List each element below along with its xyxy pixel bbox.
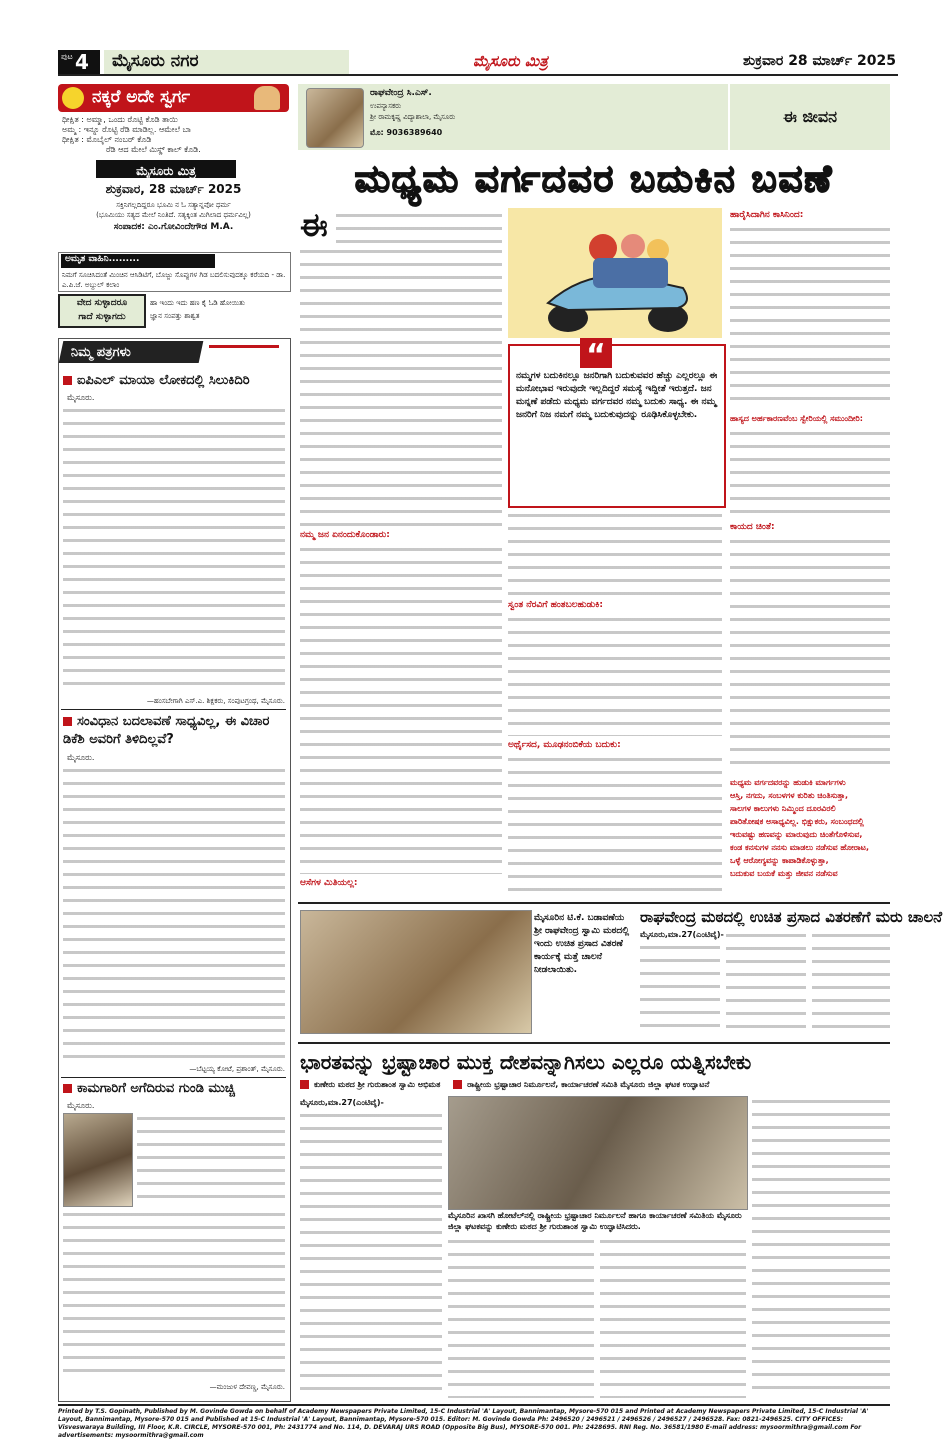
quill-icon xyxy=(209,345,279,348)
amrutha-box xyxy=(58,252,291,292)
article-text xyxy=(730,224,890,410)
humor-line: ಧೀಕ್ಷಿತ : ಮೊಬೈಲ್ ನಂಬರ್ ಕೊಡಿ xyxy=(62,135,152,144)
article-text xyxy=(300,892,502,898)
highlight-line: ಆಸ್ತಿ, ನಗದು, ಸಂಬಳಗಳ ಕುರಿತು ಚಿಂತಿಸುತ್ತಾ, xyxy=(730,791,849,800)
panchanga-line2: (ಭೂಮಿಯು ಸತ್ಯದ ಮೇಲೆ ನಿಂತಿದೆ. ಸತ್ಯಕ್ಕಿಂತ ಮಿಗಿಲಾದ ಧರ್ಮವಿಲ್ಲ) xyxy=(96,211,251,219)
author-role: ಉಪನ್ಯಾಸಕರು xyxy=(370,102,402,110)
small-masthead-text: ಮೈಸೂರು ಮಿತ್ರ xyxy=(136,164,196,178)
proverb-box xyxy=(58,294,289,326)
humor-line: ಅಮ್ಮ : ಇನ್ನೂ ರೊಟ್ಟಿ ರೆಡಿ ಮಾಡಿಲ್ಲ. ಆಮೇಲೆ ಬಾ xyxy=(62,125,191,134)
humor-line: ರೆಡಿ ಆದ ಮೇಲೆ ಮಿಸ್ಡ್ ಕಾಲ್ ಕೊಡಿ. xyxy=(106,145,201,154)
column-name: ಈ ಜೀವನ xyxy=(783,107,837,126)
page-header xyxy=(58,50,898,76)
proverb-2: ಜ್ಞಾನ ಸಂಪತ್ತು ಶಾಶ್ವತ xyxy=(150,312,200,320)
main-headline xyxy=(298,152,890,206)
letter-title-text: ಸಂವಿಧಾನ ಬದಲಾವಣೆ ಸಾಧ್ಯವಿಲ್ಲ, ಈ ವಿಚಾರ ಡಿಕೆಶಿ ಅವರಿಗೆ ತಿಳಿದಿಲ್ಲವೆ? xyxy=(63,714,270,747)
letters-header xyxy=(59,341,204,363)
bullet-square-icon xyxy=(453,1080,462,1089)
humor-title-bar xyxy=(58,84,289,112)
letter-signature: —ಬೆಟ್ಟಯ್ಯ ಕೋಟೆ, ಪ್ರಶಾಂತ್, ಮೈಸೂರು. xyxy=(189,1065,285,1073)
article-text xyxy=(508,510,722,596)
subheading: ಅರ್ಥೈಸದ, ಮೂಢನಂಬಿಕೆಯ ಬದುಕು: xyxy=(508,740,621,750)
letter-body xyxy=(137,1113,285,1205)
page-number: 4 xyxy=(75,50,89,74)
matha-headline: ರಾಘವೇಂದ್ರ ಮಠದಲ್ಲಿ ಉಚಿತ ಪ್ರಸಾದ ವಿತರಣೆಗೆ ಮರು ಚಾಲನೆ xyxy=(640,908,943,926)
article-dateline: ಮೈಸೂರು,ಮಾ.27(ಎಂಟಿವೈ)- xyxy=(300,1098,384,1107)
photo-caption: ಮೈಸೂರಿನ ಖಾಸಗಿ ಹೋಟೆಲ್‌ನಲ್ಲಿ ರಾಷ್ಟ್ರೀಯ ಭ್ರಷ್ಟಾಚಾರ ನಿರ್ಮೂಲನೆ ಹಾಗೂ ಕಾರ್ಯಾಚರಣೆ ಸಮಿತಿಯ ಮೈಸೂರು ಜಿಲ್ಲಾ ಘಟಕವನ್ನು ಕುಣೇರು ಮಠದ ಶ್ರೀ ಗುರುಶಾಂತ ಸ್ವಾಮಿ ಉದ್ಘಾಟಿಸಿದರು. xyxy=(448,1211,742,1231)
humor-title: ನಕ್ಕರೆ ಅದೇ ಸ್ವರ್ಗ xyxy=(92,87,191,107)
highlight-line: ಇರುವಷ್ಟು ಹಣವನ್ನು ಮಾರುವುದು ಚಿಂತೆಗೊಳಿಸುವ, xyxy=(730,830,863,839)
humor-box xyxy=(58,84,289,156)
article-text xyxy=(300,544,502,874)
proverb-label-2: ಗಾದೆ ಸುಳ್ಳಾಗದು xyxy=(78,312,126,322)
letter-body xyxy=(63,765,285,1063)
photo-caption: ಮೈಸೂರಿನ ಟಿ.ಕೆ. ಬಡಾವಣೆಯ ಶ್ರೀ ರಾಘವೇಂದ್ರ ಸ್ವಾಮಿ ಮಠದಲ್ಲಿ ಇಂದು ಉಚಿತ ಪ್ರಸಾದ ವಿತರಣೆ ಕಾರ್ಯಕ್ಕೆ ಮತ್ತೆ ಚಾಲನೆ ನೀಡಲಾಯಿತು. xyxy=(534,913,630,975)
amrutha-title: ಅಮೃತ ವಾಹಿನಿ......... xyxy=(61,254,215,268)
sub-left: ಕುಣೇರು ಮಠದ ಶ್ರೀ ಗುರುಶಾಂತ ಸ್ವಾಮಿ ಅಭಿಮತ xyxy=(314,1080,441,1089)
pullquote-box xyxy=(508,338,726,508)
article-dateline: ಮೈಸೂರು,ಮಾ.27(ಎಂಟಿವೈ)- xyxy=(640,930,724,939)
article-text xyxy=(812,930,890,1036)
subheading: ನಮ್ಮ ಜನ ಏನಂದುಕೊಂಡಾರು: xyxy=(300,530,390,540)
subheading: ಕಾಯದ ಚಿಂತೆ: xyxy=(730,522,775,532)
highlight-line: ಬದುಕುವ ಬಯಕೆ ಮತ್ತು ಜೀವನ ನಡೆಸುವ xyxy=(730,869,838,878)
section-title: ಮೈಸೂರು ನಗರ xyxy=(112,51,199,71)
subheading: ಹಾಸ್ಯದ ಅರ್ಹಕಾರಣವೆಂಬ ಸ್ವೇರಿಯಲ್ಲಿ ಸಮುಂದೀರಿ: xyxy=(730,414,863,423)
header-date: ಶುಕ್ರವಾರ 28 ಮಾರ್ಚ್ 2025 xyxy=(742,53,896,69)
letter-place: ಮೈಸೂರು. xyxy=(67,753,95,762)
highlight-line: ಪಾರಿತೋಷಕ ಅಸಾಧ್ಯವಿಲ್ಲ. ಭಿಕ್ಷುಕರು, ಸಂಬಂಧದಲ್ಲಿ xyxy=(730,817,864,826)
subheading: ಸ್ವಂತ ನೆರವಿಗೆ ಹಂತಬಲಹುಡುಕಿ: xyxy=(508,600,603,610)
author-box xyxy=(298,84,728,150)
letter-place: ಮೈಸೂರು. xyxy=(67,393,95,402)
section-title-bar xyxy=(104,50,349,74)
page-number-box xyxy=(58,50,100,74)
article-text xyxy=(730,536,890,772)
scooter-family-illustration xyxy=(508,208,722,338)
letter-signature: —ಹಂಸಬೇಗಾಗಿ ಎಸ್.ಎ. ಶಿಕ್ಷಕರು, ಸಂಪುಟಗ್ರಂಥ, ಮೈಸೂರು. xyxy=(146,697,285,705)
panchanga-line1: ಸಕ್ತಿನಿಗಲ್ಲದಿದ್ದರೂ ಭೂಮಿ ನ ಓ ಸತ್ಯಾನ್ನವೋ ಧರ್ಮ xyxy=(116,201,231,209)
subheading: ಆಸೆಗಳ ಮಿತಿಯಲ್ಲ: xyxy=(300,878,358,888)
main-headline-text: ಮಧ್ಯಮ ವರ್ಗದವರ ಬದುಕಿನ ಬವಣೆ xyxy=(354,157,834,200)
letter-title xyxy=(63,713,287,749)
article-text xyxy=(600,1236,746,1398)
matha-event-photo xyxy=(300,910,532,1034)
letter-body xyxy=(63,1209,285,1379)
imprint-footer: Printed by T.S. Gopinath, Published by M. Govinde Gowda on behalf of Academy Newspapers Private Limited, 15-C Industrial 'A' Layout, Bannimantap, Mysore-570 015 and Printed at Academy Newspapers Private Limited, 15-C Industrial 'A' Layout, Bannimantap, Mysore-570 015 and Published at 15-C Industrial 'A' Layout, Bannimantap, Mysore-570 015. Editor: M. Govinde Gowda Ph: 2496520 / 2496521 / 2496526 / 2496527 / 2496528. Fax: 0821-2496525. CITY OFFICES: Visveswaraya Building, III Floor, K.R. CIRCLE, MYSORE-570 001, Ph: 2431774 and No. 114, D. DEVARAJ URS ROAD (Opposite Big Bus), MYSORE-570 001. Ph: 2428695. RNI Reg. No. 36581/1980 E-mail address: mysoormithra@gmail.com For advertisements: mysoormithra@gmail.com xyxy=(58,1408,869,1439)
panchanga-box xyxy=(58,160,289,250)
author-school: ಶ್ರೀ ರಾಮಕೃಷ್ಣ ವಿದ್ಯಾಶಾಲಾ, ಮೈಸೂರು xyxy=(370,113,456,121)
corruption-subheads xyxy=(300,1080,890,1090)
small-masthead xyxy=(96,160,236,178)
proverb-label-box xyxy=(58,294,146,328)
article-text xyxy=(508,754,722,896)
highlight-line: ಸಾಲಗಳ ಕಾಲುಗಳು ನಿಮ್ಮಿಂದ ದೂರವಿರಲಿ xyxy=(730,804,836,813)
quote-icon: “ xyxy=(580,338,612,368)
article-text xyxy=(726,930,806,1036)
masthead-logo: ಮೈಸೂರು ಮಿತ್ರ xyxy=(473,52,548,70)
article-text xyxy=(300,246,502,526)
article-text xyxy=(448,1236,594,1398)
highlight-line: ಒಳ್ಳೆ ಆರೋಗ್ಯವನ್ನು ಕಾಪಾಡಿಕೊಳ್ಳುತ್ತಾ, xyxy=(730,856,829,865)
article-text xyxy=(730,428,890,518)
scooter-icon xyxy=(508,208,722,338)
letters-section xyxy=(58,338,291,1402)
proverb-label-1: ವೇದ ಸುಳ್ಳಾದರೂ xyxy=(76,298,128,308)
letter-signature: —ಮಂಜುಳ ದೇವಣ್ಣ, ಮೈಸೂರು. xyxy=(209,1383,285,1391)
humor-line: ಧೀಕ್ಷಿತ : ಅಮ್ಮಾ, ಒಂದು ರೊಟ್ಟಿ ಕೊಡಿ ತಾಯಿ xyxy=(62,115,178,124)
letter-title-text: ಕಾಮಗಾರಿಗೆ ಅಗೆದಿರುವ ಗುಂಡಿ ಮುಚ್ಚಿ xyxy=(77,1081,235,1096)
page-label: ಪುಟ xyxy=(61,52,73,61)
article-text xyxy=(336,210,502,244)
article-text xyxy=(752,1096,890,1398)
pothole-photo xyxy=(63,1113,133,1207)
corruption-headline: ಭಾರತವನ್ನು ಭ್ರಷ್ಟಾಚಾರ ಮುಕ್ತ ದೇಶವನ್ನಾಗಿಸಲು ಎಲ್ಲರೂ ಯತ್ನಿಸಬೇಕು xyxy=(300,1050,752,1074)
letter-place: ಮೈಸೂರು. xyxy=(67,1101,95,1110)
bullet-square-icon xyxy=(63,717,72,726)
highlight-line: ಮಧ್ಯಮ ವರ್ಗದವರನ್ನು ಹುಡುಕಿ ಮಾರ್ಗಗಳು xyxy=(730,778,846,787)
proverb-1: ಹಾ ಇಂದು ಇದು ಹಣ ಕೈ ಓಡಿ ಹೋಯಿತು xyxy=(150,299,245,307)
letter-title xyxy=(63,373,287,389)
article-dropcap: ಈ xyxy=(300,206,328,244)
sub-right: ರಾಷ್ಟ್ರೀಯ ಭ್ರಷ್ಟಾಚಾರ ನಿರ್ಮೂಲನೆ, ಕಾರ್ಯಾಚರಣೆ ಸಮಿತಿ ಮೈಸೂರು ಜಿಲ್ಲಾ ಘಟಕ ಉದ್ಘಾಟನೆ xyxy=(467,1080,710,1089)
highlight-list xyxy=(730,776,890,880)
laughing-face-icon xyxy=(62,87,84,109)
inauguration-photo xyxy=(448,1096,748,1210)
author-name: ರಾಘವೇಂದ್ರ ಸಿ.ಎಸ್. xyxy=(370,88,432,98)
article-text xyxy=(300,1110,442,1398)
amrutha-text: ನಿಮಗೆ ಸೂಚಿಸಿದಂತೆ ಮಿಂಚಿನ ಆಸಿಡಿಟಿಗೆ, ಬೊಜ್ಜು ಸೊಪ್ಪುಗಳ ಗಿಡ ಬದಲಿಸುವುದಕ್ಕೂ ಕರೆಯದಿ - ಡಾ. ಎ.ಪಿ.ಜೆ. ಅಬ್ದುಲ್ ಕಲಾಂ xyxy=(62,271,286,289)
letter-title xyxy=(63,1081,287,1097)
panchanga-date: ಶುಕ್ರವಾರ, 28 ಮಾರ್ಚ್ 2025 xyxy=(105,182,242,196)
column-name-box xyxy=(730,84,890,150)
cartoon-character-icon xyxy=(254,86,280,110)
author-phone: ಮೊ: 9036389640 xyxy=(370,128,443,137)
article-text xyxy=(640,942,720,1036)
bullet-square-icon xyxy=(300,1080,309,1089)
bullet-square-icon xyxy=(63,1084,72,1093)
editor-line: ಸಂಪಾದಕ: ಎಂ.ಗೋವಿಂದೇಗೌಡ M.A. xyxy=(113,222,234,232)
letters-header-text: ನಿಮ್ಮ ಪತ್ರಗಳು xyxy=(70,345,131,360)
pullquote-text: ನಮ್ಮಗಳ ಬದುಕಿನಲ್ಲೂ ಜನರಿಗಾಗಿ ಬದುಕುವವರ ಹೆಚ್ಚು ಎಲ್ಲರಲ್ಲೂ ಈ ಮನೋಭಾವ ಇರುವುದೇ ಇಲ್ಲದಿದ್ದರೆ ಸಮಸ್ಯೆ ಇದ್ದೀತೆ ಇರುತ್ತದೆ. ಜನ ಮನ್ನಣೆ ಪಡೆದು ಮಧ್ಯಮ ವರ್ಗದವರ ನಮ್ಮ ಬದುಕು ಸಾಧ್ಯ. ಈ ನಮ್ಮ ಜನರಿಗೆ ನಿಜ ನಮಗೆ ನಮ್ಮ ಬದುಕುವುದನ್ನು ರೂಢಿಸಿಕೊಳ್ಳಬೇಕು. xyxy=(516,371,718,420)
letter-title-text: ಐಪಿಎಲ್ ಮಾಯಾ ಲೋಕದಲ್ಲಿ ಸಿಲುಕಿದಿರಿ xyxy=(77,373,250,388)
letter-body xyxy=(63,405,285,695)
author-photo xyxy=(306,88,364,148)
subheading: ಹಾರೈಸಿದಾಗಿನ ಕಾಸಿನಿಂದ: xyxy=(730,210,804,220)
bullet-square-icon xyxy=(63,376,72,385)
highlight-line: ಕಂಡ ಕನಸುಗಳ ನನಸು ಮಾಡಲು ನಡೆಸುವ ಹೋರಾಟ, xyxy=(730,843,870,852)
article-text xyxy=(508,614,722,736)
